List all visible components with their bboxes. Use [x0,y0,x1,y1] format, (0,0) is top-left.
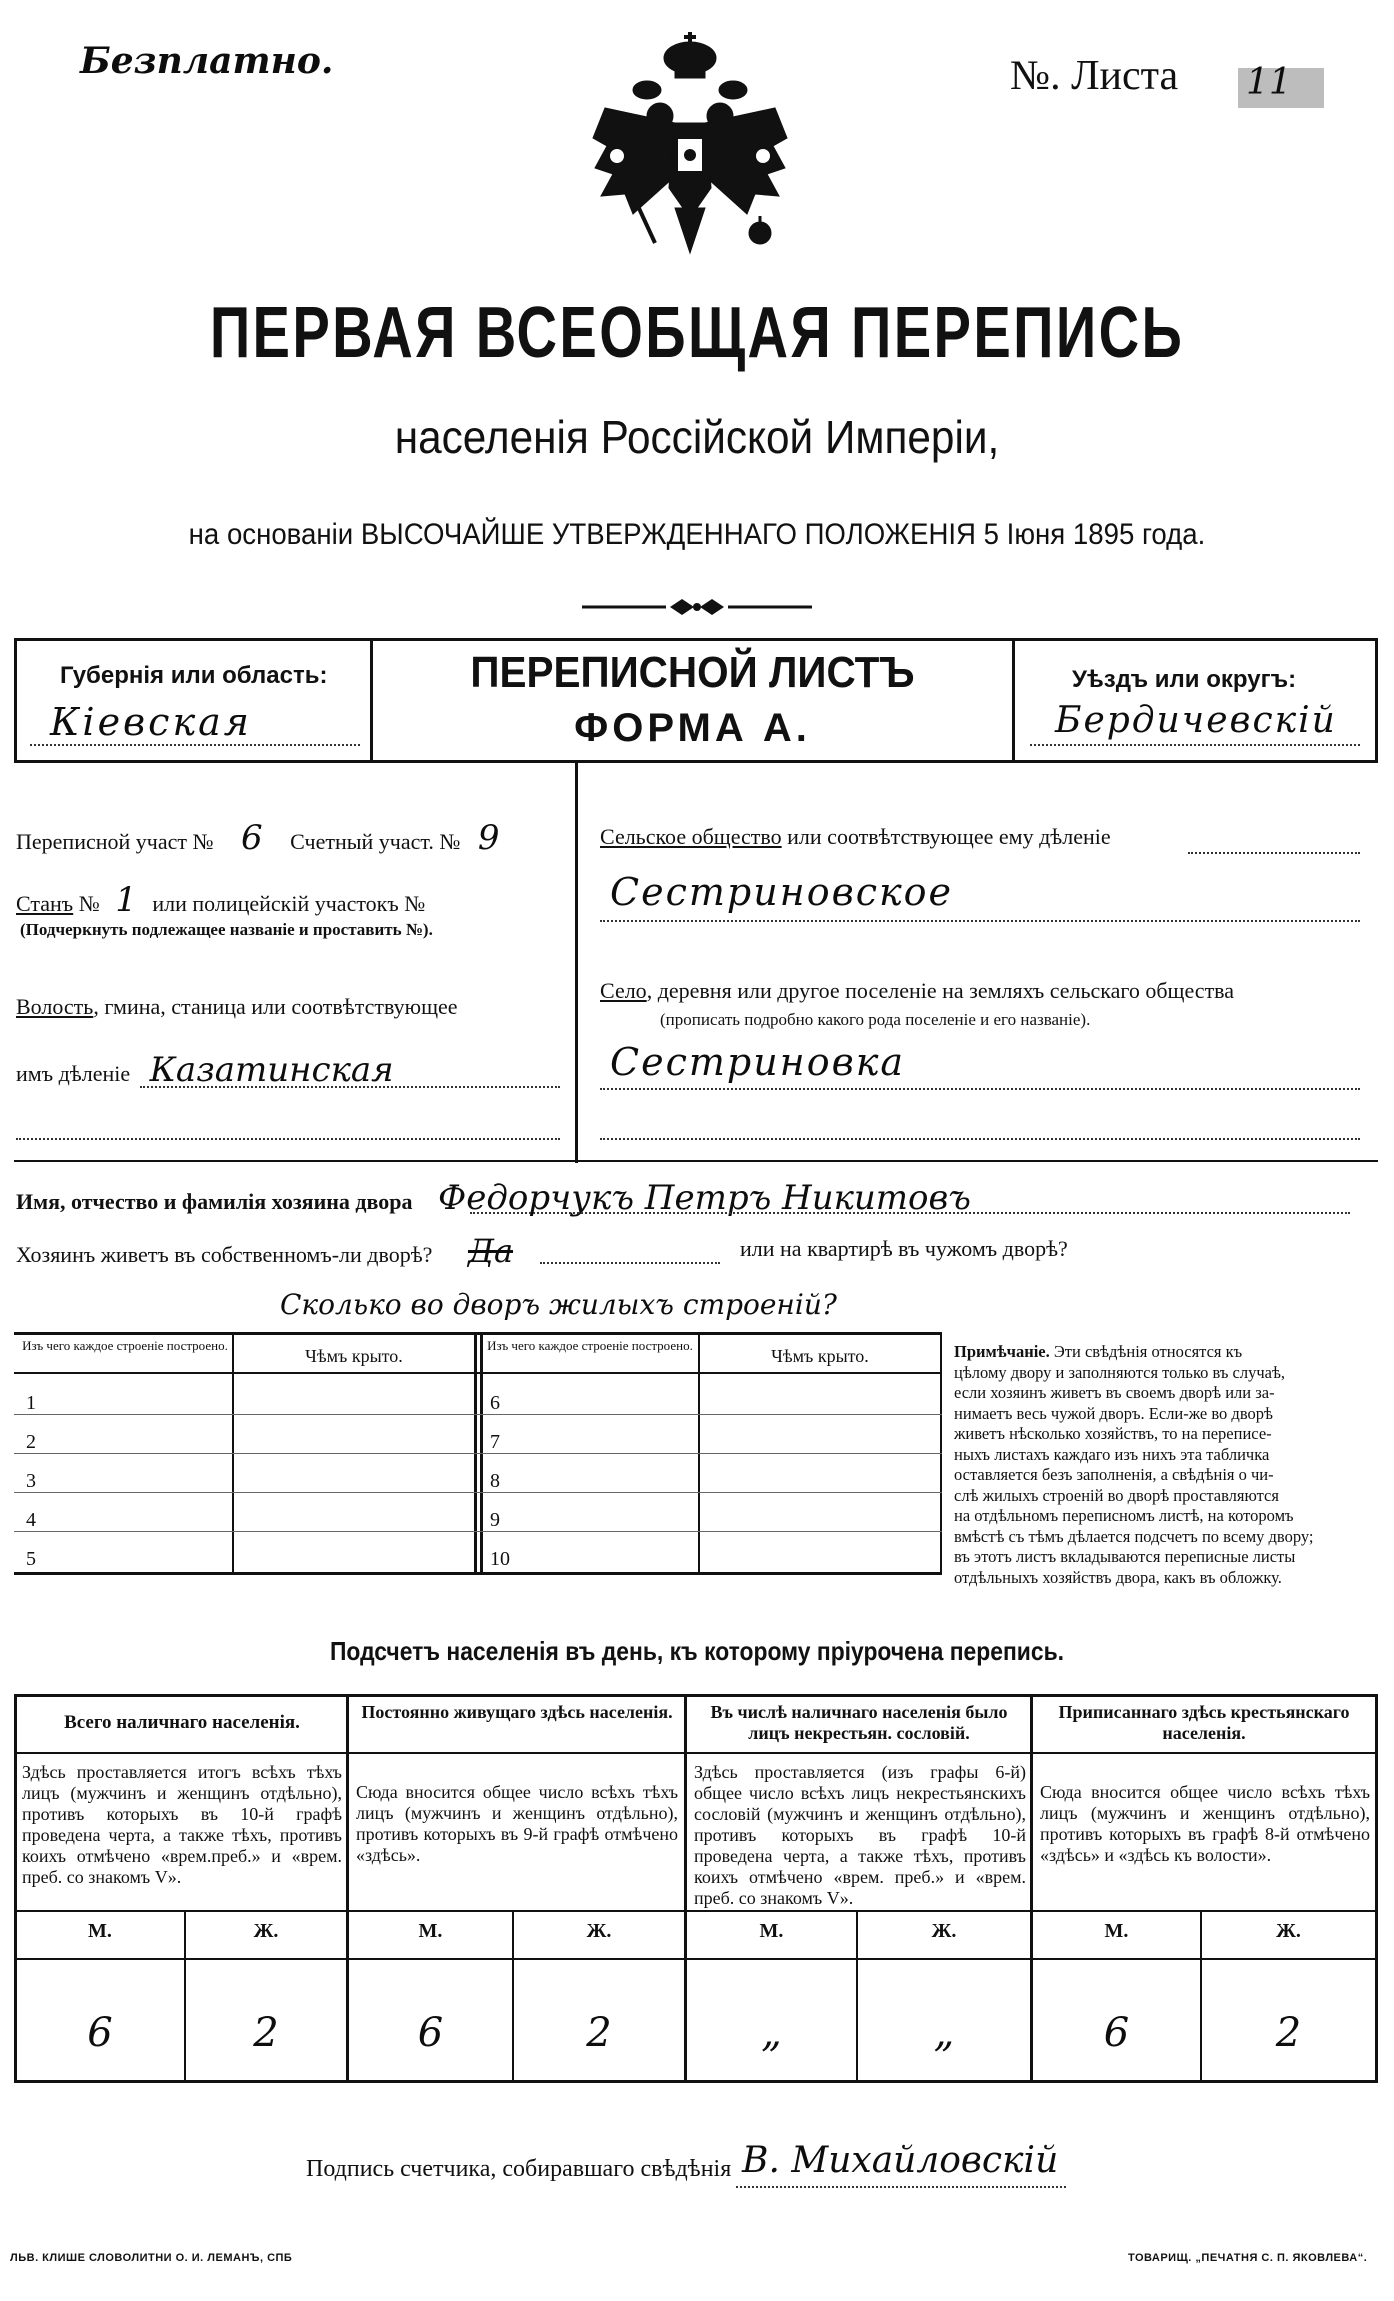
village-line [600,1088,1360,1090]
population-title: Подсчетъ населенія въ день, къ которому пріурочена перепись. [329,1636,1065,1666]
pop-desc-bottom [14,1910,1378,1912]
m-label: М. [418,1920,443,1942]
note-line: вмѣстѣ съ тѣмъ дѣлается подсчетъ по всему двору; [954,1526,1314,1546]
uezd-value: Бердичевскій [1055,700,1337,741]
pop-col1-title-line [14,1752,348,1754]
owner-name-label: Имя, отчество и фамилія хозяина двора [16,1189,413,1214]
owner-name-line [470,1212,1350,1214]
owner-top-border [14,1160,1378,1162]
pop-value: 6 [1103,2010,1130,2056]
owner-lives-line [540,1262,720,1264]
note-line: живетъ нѣсколько хозяйствъ, то на переписе- [954,1424,1272,1443]
zh-label: Ж. [586,1920,612,1942]
sheet-number-label: №. Листа [1010,53,1179,99]
gubernia-label: Губернія или область: [60,662,328,689]
society-line [600,920,1360,922]
signature-value: В. Михайловскій [742,2140,1059,2181]
police-label: или полицейскій участокъ № [152,891,426,916]
village-label-2: , деревня или другое поселеніе на земляхъ сельскаго общества [646,978,1235,1003]
printer-right: ТОВАРИЩ. „ПЕЧАТНЯ С. П. ЯКОВЛЕВА“. [1128,2252,1368,2264]
note-line: отдѣльныхъ хозяйствъ двора, какъ въ обложку. [954,1567,1282,1587]
pop-col4-desc: Сюда вносится общее число всѣхъ тѣхъ лицъ (мужчинъ и женщинъ отдѣльно), противъ которыхъ въ графѣ 8-й отмѣчено «здѣсь» и «здѣсь къ волости». [1040,1782,1370,1865]
note-line: нимаетъ весь чужой дворъ. Если-же во дворѣ [954,1403,1273,1423]
form-header-bottom-border [14,760,1378,763]
pop-col3-title: Въ числѣ наличнаго населенія было лицъ некрестьян. сословій. [710,1702,1008,1743]
table-row: 3 [26,1470,36,1492]
stan-no-label: № [78,891,100,916]
table-row: 8 [490,1470,500,1492]
row-separator [14,1492,942,1493]
society-row [600,824,1111,850]
pop-col4-title: Приписаннаго здѣсь крестьянскаго населенія. [1058,1702,1350,1743]
pop-col3-title-line [684,1752,1032,1754]
note-line: оставляется безъ заполненія, а свѣдѣнія о чи- [954,1465,1274,1484]
pop-top-border [14,1694,1378,1697]
volost-extra-line [16,1138,560,1140]
form-divider-right [1012,638,1015,763]
pop-value: 2 [253,2010,279,2056]
note-line: слѣ жилыхъ строеній во дворѣ проставляются [954,1485,1279,1505]
subtitle: населенія Россійской Имперіи, [394,411,1000,463]
table-row: 9 [490,1509,500,1531]
pop-col1-title: Всего наличнаго населенія. [64,1712,300,1733]
middle-vertical-divider [575,763,578,1163]
ornament-divider [582,596,812,618]
pop-mzh-bottom [14,1958,1378,1960]
m-label: М. [759,1920,784,1942]
village-value: Сестриновка [610,1040,906,1084]
m-label: М. [88,1920,112,1942]
buildings-col-material-left: Изъ чего каждое строеніе построено. [22,1338,228,1353]
uezd-label: Уѣздъ или округъ: [1072,666,1297,693]
table-row: 6 [490,1392,500,1414]
stan-value: 1 [115,880,137,920]
sheet-title: ПЕРЕПИСНОЙ ЛИСТЪ [470,648,915,697]
stan-row [16,880,425,920]
village-label-1: Село [600,978,647,1003]
main-title: ПЕРВАЯ ВСЕОБЩАЯ ПЕРЕПИСЬ [209,293,1185,373]
basis-line: на основаніи ВЫСОЧАЙШЕ УТВЕРЖДЕННАГО ПОЛОЖЕНІЯ 5 Іюня 1895 года. [188,518,1206,551]
buildings-bottom-border [14,1572,942,1575]
village-extra-line [600,1138,1360,1140]
note-line: ныхъ листахъ каждаго изъ нихъ эта табличка [954,1444,1270,1464]
note-line: въ этотъ листъ вкладываются переписные листы [954,1547,1296,1566]
note-line: на отдѣльномъ переписномъ листѣ, на которомъ [954,1506,1294,1525]
stan-note: (Подчеркнуть подлежащее названіе и проставить №). [20,920,433,939]
row-separator [14,1531,942,1532]
gubernia-line [30,744,360,746]
count-area-value: 9 [477,818,500,858]
pop-value: „ [761,2010,782,2056]
census-area-label: Переписной участ № [16,829,214,854]
free-label: Безплатно. [80,40,334,82]
form-title: ФОРМА А. [574,706,811,750]
table-row: 7 [490,1431,500,1453]
row-separator [14,1414,942,1415]
pop-value: 2 [1275,2010,1302,2056]
owner-lives-value: Да [467,1232,514,1270]
volost-row [16,994,556,1020]
society-label-1: Сельское общество [600,824,782,849]
society-value: Сестриновское [610,870,954,914]
pop-col4-title-line [1030,1752,1377,1754]
table-row: 5 [26,1548,36,1570]
volost-label-3: имъ дѣленіе [16,1061,131,1086]
village-note: (прописать подробно какого рода поселеніе и его названіе). [660,1010,1091,1029]
table-row: 4 [26,1509,36,1531]
pop-col1-desc: Здѣсь проставляется итогъ всѣхъ тѣхъ лицъ (мужчинъ и женщинъ отдѣльно), противъ которыхъ въ 10-й графѣ проведена черта, а также тѣхъ, противъ коихъ отмѣчено «врем.преб.» и «врем. преб. со знакомъ V». [22,1762,342,1887]
society-label-2: или соотвѣтствующее ему дѣленіе [781,824,1111,849]
pop-value: 2 [586,2010,612,2056]
village-row [600,978,1234,1004]
note-title: Примѣчаніе. [954,1342,1050,1361]
buildings-col-material-right: Изъ чего каждое строеніе построено. [487,1338,693,1353]
printer-left: ЛЬВ. КЛИШЕ СЛОВОЛИТНИ О. И. ЛЕМАНЪ, СПБ [10,2252,293,2264]
census-area-row [16,818,511,858]
table-row: 2 [26,1431,36,1453]
uezd-line [1030,744,1360,746]
buildings-note [954,1342,1374,1588]
m-label: М. [1104,1920,1129,1942]
owner-lives-label: Хозяинъ живетъ въ собственномъ-ли дворѣ? [16,1242,433,1267]
signature-line [736,2186,1066,2188]
volost-row-2 [16,1050,394,1090]
zh-label: Ж. [931,1920,957,1942]
buildings-col-roof-left: Чѣмъ крыто. [305,1346,403,1366]
volost-value: Казатинская [149,1050,394,1090]
signature-label: Подпись счетчика, собиравшаго свѣдѣнія [306,2156,732,2182]
buildings-header-line [14,1372,942,1374]
table-row: 1 [26,1392,36,1414]
pop-col3-desc: Здѣсь проставляется (изъ графы 6-й) общее число всѣхъ лицъ некрестьянскихъ сословій (мужчинъ и женщинъ отдѣльно), противъ которыхъ въ графѣ 10-й проведена черта, а также тѣхъ, противъ коихъ отмѣчено «врем. преб.» и «врем. преб. со знакомъ V». [694,1762,1026,1908]
buildings-top-border [14,1332,942,1335]
pop-col2-title-line [346,1752,686,1754]
note-line: Эти свѣдѣнія относятся къ [1053,1342,1243,1361]
double-headed-eagle-icon [585,28,795,263]
sheet-number-value: 11 [1246,62,1292,103]
table-row: 10 [490,1548,510,1570]
volost-label-1: Волость [16,994,94,1019]
note-line: если хозяинъ живетъ въ своемъ дворѣ или за- [954,1383,1275,1402]
zh-label: Ж. [1276,1920,1301,1942]
count-area-label: Счетный участ. № [290,829,461,854]
form-right-border [1375,638,1378,763]
volost-label-2: , гмина, станица или соотвѣтствующее [93,994,458,1019]
pop-value: 6 [87,2010,113,2056]
stan-label: Станъ [16,891,74,916]
society-line-end [1188,852,1360,854]
pop-value: „ [933,2010,955,2056]
gubernia-value: Кіевская [50,700,252,744]
buildings-col-roof-right: Чѣмъ крыто. [771,1346,869,1366]
form-left-border [14,638,17,763]
form-top-border [14,638,1378,641]
owner-lives-row [16,1232,543,1270]
zh-label: Ж. [253,1920,279,1942]
pop-value: 6 [417,2010,444,2056]
pop-col2-title: Постоянно живущаго здѣсь населенія. [361,1702,673,1722]
owner-name-value: Федорчукъ Петръ Никитовъ [438,1178,971,1218]
note-line: цѣлому двору и заполняются только въ случаѣ, [954,1362,1286,1382]
buildings-question: Сколько во дворъ жилыхъ строеній? [280,1288,837,1321]
census-area-value: 6 [240,818,263,858]
row-separator [14,1453,942,1454]
pop-col2-desc: Сюда вносится общее число всѣхъ тѣхъ лицъ (мужчинъ и женщинъ отдѣльно), противъ которыхъ въ 9-й графѣ отмѣчено «здѣсь». [356,1782,678,1865]
pop-bottom-border [14,2080,1378,2083]
owner-rent-label: или на квартирѣ въ чужомъ дворѣ? [740,1236,1068,1261]
volost-line [140,1086,560,1088]
